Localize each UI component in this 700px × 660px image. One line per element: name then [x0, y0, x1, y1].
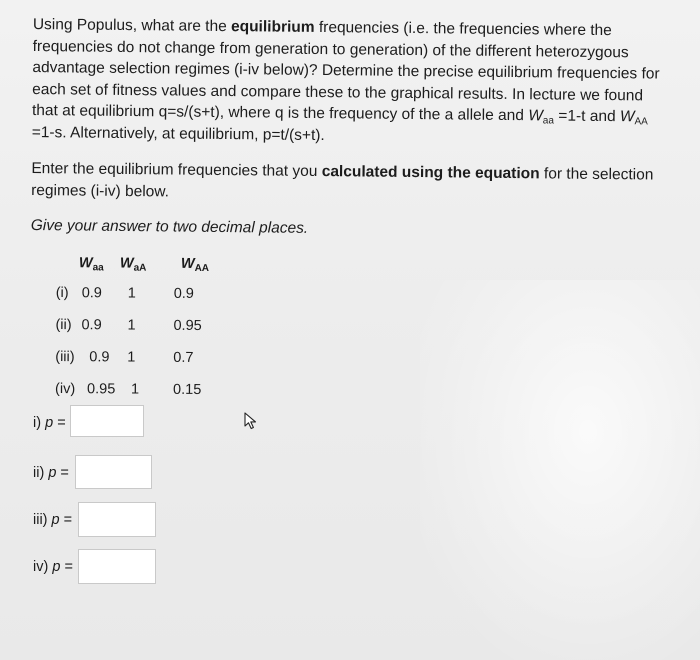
answer-input-i[interactable]	[70, 405, 144, 437]
answer-label: iii) p =	[33, 512, 73, 528]
header-w-AA: $W_{AA}$	[180, 255, 210, 275]
question-text: Using Populus, what are the equilibrium frequencies (i.e. the frequencies where the frequencies do not change from generation to generation) of the different heterozygous advantage selection regimes (i-iv below)? Determine the precise equilibrium frequencies for each set of fitness values and compare these to the graphical results. In lecture we found that at equilibrium q=s/(s+t), where q is the frequency of the a allele and $W_{aa} =1-t$ and $W_{AA} =1-s$. Alternatively, at equilibrium, p=t/(s+t).	[31, 15, 660, 144]
answer-label: i) p =	[33, 415, 66, 431]
answer-input-iii[interactable]	[78, 502, 156, 537]
question-block	[31, 14, 673, 243]
header-w-aA: $W_{aA}$	[119, 255, 147, 274]
instruction-text: Enter the equilibrium frequencies that you calculated using the equation for the selection regimes (i-iv) below.	[31, 159, 654, 200]
precision-hint: Give your answer to two decimal places.	[30, 216, 309, 237]
screen-glare	[420, 280, 700, 660]
answer-input-iv[interactable]	[78, 549, 156, 584]
mouse-pointer-icon	[244, 412, 260, 430]
answer-input-ii[interactable]	[75, 455, 152, 489]
fitness-table	[51, 255, 210, 413]
answer-label: ii) p =	[33, 465, 69, 481]
answer-label: iv) p =	[33, 559, 73, 575]
header-w-aa: $W_{aa}$	[78, 255, 104, 274]
